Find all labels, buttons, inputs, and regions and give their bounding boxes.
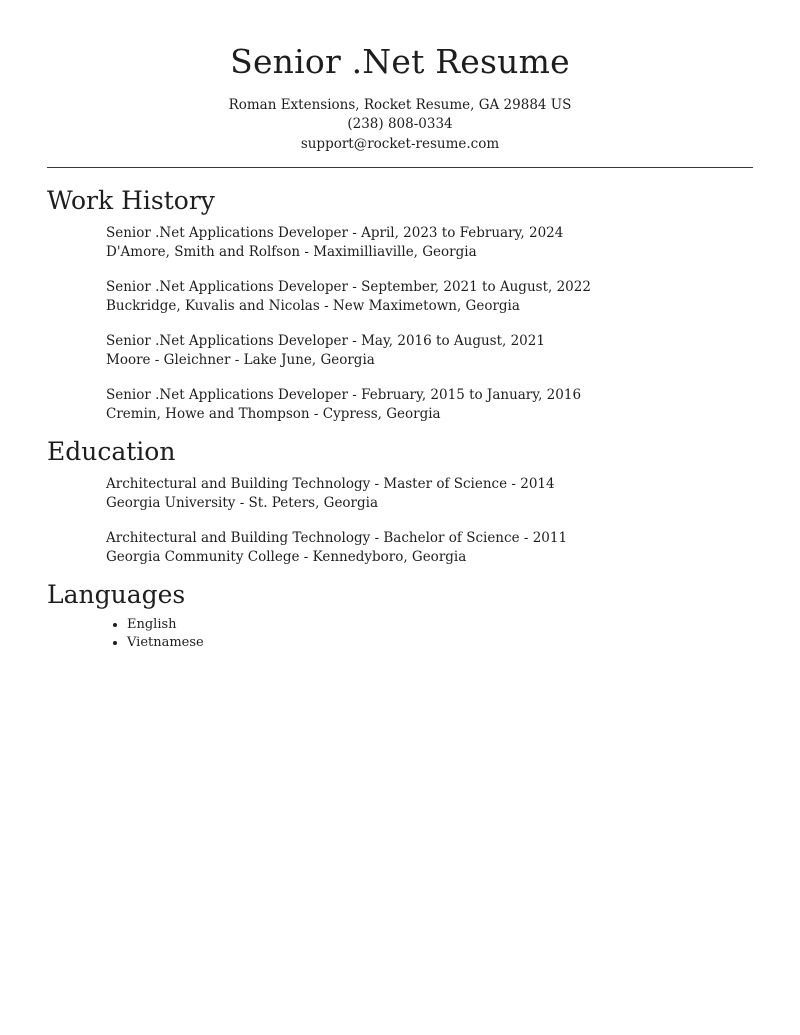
- education-entry-degree: Architectural and Building Technology - Bachelor of Science - 2011: [106, 530, 568, 546]
- contact-address: Roman Extensions, Rocket Resume, GA 29884 US: [228, 97, 572, 113]
- work-entry: [106, 332, 753, 370]
- work-history-section: [47, 186, 753, 440]
- work-entry-position: Senior .Net Applications Developer - February, 2015 to January, 2016: [106, 387, 582, 403]
- work-history-heading: Work History: [47, 186, 215, 215]
- work-entry: [106, 386, 753, 424]
- education-section: [47, 437, 753, 583]
- contact-block: [0, 96, 800, 154]
- education-entry: [106, 475, 753, 513]
- language-item: • Vietnamese: [127, 634, 753, 652]
- work-entry: [106, 224, 753, 262]
- work-entry-employer: Buckridge, Kuvalis and Nicolas - New Maximetown, Georgia: [106, 298, 520, 314]
- resume-header: [0, 0, 800, 154]
- education-entry: [106, 529, 753, 567]
- contact-email: support@rocket-resume.com: [300, 135, 500, 152]
- work-entry-position: Senior .Net Applications Developer - September, 2021 to August, 2022: [106, 279, 591, 295]
- work-entry-position: Senior .Net Applications Developer - April, 2023 to February, 2024: [106, 225, 564, 241]
- language-item: • English: [127, 616, 753, 634]
- education-entry-school: Georgia Community College - Kennedyboro, Georgia: [106, 549, 467, 565]
- education-entry-school: Georgia University - St. Peters, Georgia: [106, 495, 379, 511]
- education-heading: Education: [47, 437, 176, 466]
- education-entry-degree: Architectural and Building Technology - Master of Science - 2014: [106, 476, 555, 492]
- work-entry-employer: Moore - Gleichner - Lake June, Georgia: [106, 352, 375, 368]
- work-entry-employer: D'Amore, Smith and Rolfson - Maximilliaville, Georgia: [106, 244, 477, 260]
- languages-list: [127, 616, 753, 652]
- work-entry-employer: Cremin, Howe and Thompson - Cypress, Georgia: [106, 406, 441, 422]
- work-entry-position: Senior .Net Applications Developer - May, 2016 to August, 2021: [106, 333, 545, 349]
- contact-phone: (238) 808-0334: [347, 116, 453, 133]
- work-entry: [106, 278, 753, 316]
- header-divider: [47, 167, 753, 168]
- languages-section: [47, 580, 753, 652]
- languages-heading: Languages: [47, 580, 186, 609]
- education-list: [106, 475, 753, 567]
- work-history-list: [106, 224, 753, 424]
- resume-title: Senior .Net Resume: [230, 42, 570, 81]
